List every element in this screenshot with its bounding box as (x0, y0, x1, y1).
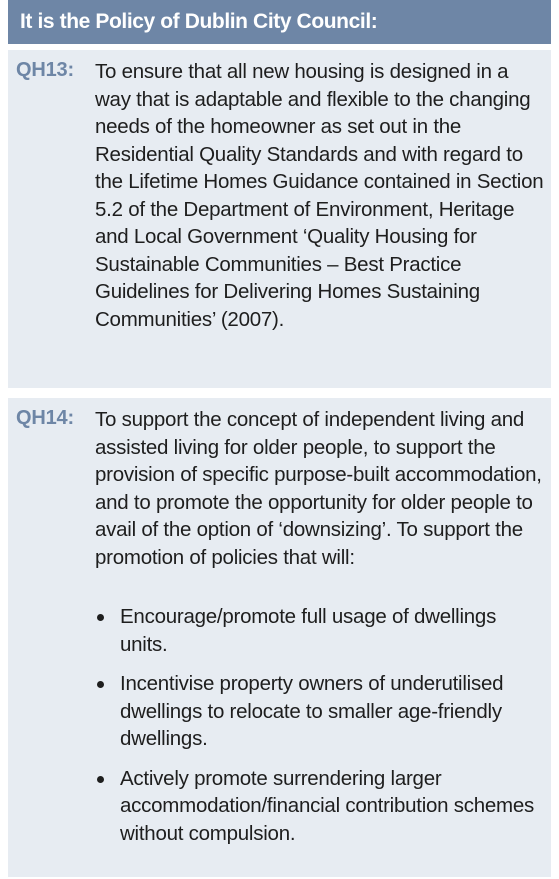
bullet-icon (97, 681, 104, 688)
policy-text: To support the concept of independent living and assisted living for older people, to support the provision of specific purpose-built accommodation, and to promote the opportunity for older people to avail of the option of ‘downsizing’. To support the promotion of policies that will: (95, 408, 542, 569)
policy-block-qh13 (8, 50, 551, 388)
policy-code: QH13: (16, 59, 74, 81)
panel-title: It is the Policy of Dublin City Council: (20, 10, 378, 33)
bullet-text: Actively promote surrendering larger accommodation/financial contribution schemes without compulsion. (120, 766, 535, 845)
bullet-icon (97, 776, 104, 783)
policy-block-qh14 (8, 398, 551, 877)
list-item (95, 603, 545, 658)
list-item (95, 765, 545, 848)
policy-bullet-list (95, 603, 545, 859)
bullet-icon (97, 614, 104, 621)
bullet-text: Encourage/promote full usage of dwellings units. (120, 605, 497, 656)
panel-header (8, 0, 551, 44)
policy-code: QH14: (16, 407, 74, 429)
list-item (95, 670, 545, 753)
bullet-text: Incentivise property owners of underutilised dwellings to relocate to smaller age-friendly dwellings. (120, 672, 504, 750)
policy-text: To ensure that all new housing is designed in a way that is adaptable and flexible to the changing needs of the homeowner as set out in the Residential Quality Standards and with regard to the Lifetime Homes Guidance contained in Section 5.2 of the Department of Environment, Heritage and Local Government ‘Quality Housing for Sustainable Communities – Best Practice Guidelines for Delivering Homes Sustaining Communities’ (2007). (95, 60, 544, 331)
